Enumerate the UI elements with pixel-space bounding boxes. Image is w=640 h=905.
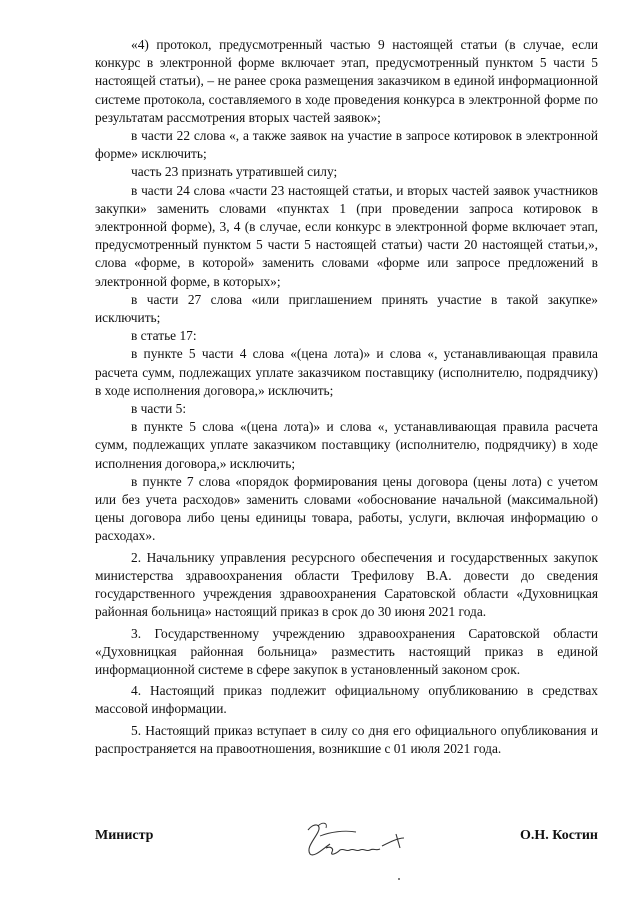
paragraph-item-5: 5. Настоящий приказ вступает в силу со дня его официального опубликования и распространяется на правоотношения, возникшие с 01 июля 2021 года.	[95, 722, 598, 756]
paragraph-part-22: в части 22 слова «, а также заявок на участие в запросе котировок в электронной форме» исключить;	[95, 128, 598, 162]
document-body	[95, 36, 598, 758]
signatory-title: Министр	[95, 828, 154, 843]
paragraph-item-2: 2. Начальнику управления ресурсного обеспечения и государственных закупок министерства здравоохранения области Трефиловy В.А. довести до сведения государственного учреждения здравоохранения Саратовской области «Духовницкая районная больница» настоящий приказ в срок до 30 июня 2021 года.	[95, 549, 598, 620]
signatory-name: О.Н. Костин	[520, 828, 598, 843]
scan-speck	[398, 878, 400, 880]
handwritten-signature	[300, 818, 410, 868]
paragraph-article-17-part-4: в пункте 5 части 4 слова «(цена лота)» и слова «, устанавливающая правила расчета сумм, подлежащих уплате заказчиком поставщику (исполнителю, подрядчику) в ходе исполнения договора,» исключить;	[95, 346, 598, 398]
paragraph-article-17: в статье 17:	[131, 328, 197, 344]
signature-block	[95, 818, 598, 868]
paragraph-part-27: в части 27 слова «или приглашением принять участие в такой закупке» исключить;	[95, 291, 598, 326]
paragraph-item-4: 4. Настоящий приказ подлежит официальному опубликованию в средствах массовой информации.	[95, 683, 598, 717]
paragraph-part-5-point-7: в пункте 7 слова «порядок формирования цены договора (цены лота) с учетом или без учета расходов» заменить словами «обоснование начальной (максимальной) цены договора либо цены единицы товара, работы, услуги, включая информацию о расходах».	[95, 473, 598, 544]
paragraph-item-3: 3. Государственному учреждению здравоохранения Саратовской области «Духовницкая районная больница» разместить настоящий приказ в единой информационной системе в сфере закупок в установленный законом срок.	[95, 625, 598, 677]
paragraph-part-23: часть 23 признать утратившей силу;	[131, 164, 338, 180]
paragraph-protocol-4: «4) протокол, предусмотренный частью 9 настоящей статьи (в случае, если конкурс в электронной форме включает этап, предусмотренный пунктом 5 части 5 настоящей статьи), – не ранее срока размещения заказчиком в единой информационной системе протокола, составляемого в ходе проведения конкурса в электронной форме по результатам рассмотрения вторых частей заявок»;	[95, 37, 598, 125]
paragraph-part-24: в части 24 слова «части 23 настоящей статьи, и вторых частей заявок участников закупки» заменить словами «пунктах 1 (при проведении запроса котировок в электронной форме), 3, 4 (в случае, если конкурс в электронной форме включает этап, предусмотренный пунктом 5 части 5 настоящей статьи) части 20 настоящей статьи,», слова «форме, в которой» заменить словами «форме или запросе предложений в электронной форме, в которых»;	[95, 182, 598, 289]
paragraph-part-5-point-5: в пункте 5 слова «(цена лота)» и слова «, устанавливающая правила расчета сумм, подлежащих уплате заказчиком поставщику (исполнителю, подрядчику) в ходе исполнения договора,» исключить;	[95, 419, 598, 471]
paragraph-part-5-heading: в части 5:	[131, 401, 187, 417]
